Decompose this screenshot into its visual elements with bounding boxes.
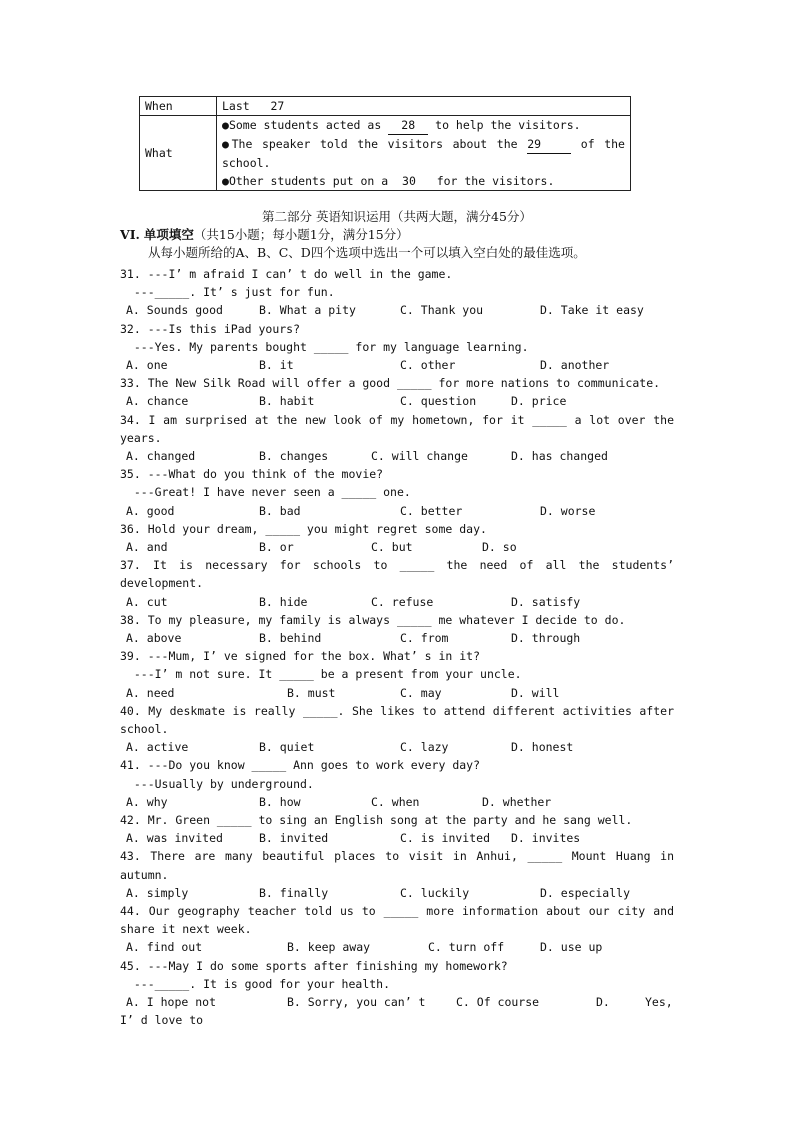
what-row-3: ●Other students put on a 30 for the visitors. [222,174,555,188]
question-39-line-1: 39. ---Mum, I’ ve signed for the box. What’ s in it? [120,649,481,664]
question-45-option-1[interactable]: A. I hope not [126,995,217,1009]
question-40-option-4[interactable]: D. honest [511,740,574,755]
when-label: When [140,97,217,116]
part-instruction: 从每小题所给的A、B、C、D四个选项中选出一个可以填入空白处的最佳选项。 [148,245,586,260]
question-42-option-1[interactable]: A. was invited [126,831,223,846]
blank-28: 28 [388,116,428,135]
question-32-option-2[interactable]: B. it [259,358,294,372]
question-44-option-3[interactable]: C. turn off [428,940,505,955]
question-33-option-1[interactable]: A. chance [126,394,189,409]
what-row-1: ●Some students acted as 28 to help the visitors. [222,116,625,135]
blank-29: 29 [527,135,571,154]
part-heading: VI. 单项填空（共15小题；每小题1分，满分15分） [120,227,409,242]
question-45-line-1: 45. ---May I do some sports after finishing my homework? [120,958,508,973]
question-35-option-2[interactable]: B. bad [259,503,301,518]
question-40-option-1[interactable]: A. active [126,740,189,755]
question-31-option-4[interactable]: D. Take it easy [540,303,644,318]
blank-27: 27 [270,99,285,113]
question-41-option-1[interactable]: A. why [126,794,168,809]
question-38-option-3[interactable]: C. from [400,631,449,645]
question-44-option-4[interactable]: D. use up [540,940,603,955]
question-36-option-4[interactable]: D. so [482,540,517,554]
when-value: Last 27 [217,97,631,116]
question-44-line-1: 44. Our geography teacher told us to _____ more information about our city and [120,904,674,918]
question-32-option-4[interactable]: D. another [540,358,610,372]
question-32-option-3[interactable]: C. other [400,358,456,372]
question-31-line-1: 31. ---I’ m afraid I can’ t do well in the game. [120,267,453,281]
question-37-option-3[interactable]: C. refuse [371,594,434,609]
question-45-option-5[interactable]: Yes, [645,995,673,1009]
section-title: 第二部分 英语知识运用（共两大题，满分45分） [262,209,532,224]
question-35-option-3[interactable]: C. better [400,503,463,518]
question-33-option-4[interactable]: D. price [511,394,567,409]
question-41-line-1: 41. ---Do you know _____ Ann goes to work every day? [120,758,481,773]
question-35-line-2: ---Great! I have never seen a _____ one. [120,485,411,500]
question-42-line-1: 42. Mr. Green _____ to sing an English song at the party and he sang well. [120,813,633,827]
question-38-line-1: 38. To my pleasure, my family is always _____ me whatever I decide to do. [120,612,626,627]
question-36-option-1[interactable]: A. and [126,540,168,554]
question-43-line-2: autumn. [120,867,169,882]
question-43-option-1[interactable]: A. simply [126,885,189,900]
question-33-line-1: 33. The New Silk Road will offer a good _____ for more nations to communicate. [120,376,661,391]
question-38-option-4[interactable]: D. through [511,631,581,645]
question-35-option-1[interactable]: A. good [126,503,175,518]
question-34-option-2[interactable]: B. changes [259,449,329,463]
question-32-line-1: 32. ---Is this iPad yours? [120,321,301,336]
question-39-option-4[interactable]: D. will [511,685,560,700]
question-31-option-2[interactable]: B. What a pity [259,303,356,318]
question-37-line-1: 37. It is necessary for schools to _____ the need of all the students’ [120,558,674,573]
what-row-2: ●The speaker told the visitors about the 29 of the [222,135,625,154]
question-40-option-2[interactable]: B. quiet [259,740,315,755]
question-39-option-1[interactable]: A. need [126,685,175,700]
question-36-line-1: 36. Hold your dream, _____ you might regret some day. [120,521,487,536]
what-label: What [140,116,217,191]
question-33-option-2[interactable]: B. habit [259,394,315,409]
question-39-line-2: ---I’ m not sure. It _____ be a present from your uncle. [120,667,522,682]
question-42-option-4[interactable]: D. invites [511,831,581,846]
question-39-option-2[interactable]: B. must [287,685,336,700]
question-38-option-2[interactable]: B. behind [259,631,322,645]
question-40-line-2: school. [120,722,169,736]
question-35-option-4[interactable]: D. worse [540,503,596,518]
question-43-line-1: 43. There are many beautiful places to visit in Anhui, _____ Mount Huang in [120,849,674,864]
question-37-line-2: development. [120,576,204,591]
question-34-line-1: 34. I am surprised at the new look of my hometown, for it _____ a lot over the [120,412,674,427]
question-45-option-4[interactable]: D. [596,995,610,1009]
question-43-option-2[interactable]: B. finally [259,885,329,900]
question-45-option-tail: I’ d love to [120,1013,204,1028]
question-34-option-1[interactable]: A. changed [126,449,196,463]
blank-30: 30 [402,174,416,188]
question-39-option-3[interactable]: C. may [400,685,442,700]
question-44-option-1[interactable]: A. find out [126,940,203,955]
question-42-option-2[interactable]: B. invited [259,831,329,846]
question-37-option-2[interactable]: B. hide [259,594,308,609]
question-35-line-1: 35. ---What do you think of the movie? [120,467,384,482]
question-37-option-4[interactable]: D. satisfy [511,594,581,609]
question-34-option-4[interactable]: D. has changed [511,449,608,463]
what-row-2-cont: school. [222,156,271,170]
question-40-option-3[interactable]: C. lazy [400,740,449,755]
question-41-option-2[interactable]: B. how [259,794,301,809]
question-45-line-2: ---_____. It is good for your health. [120,976,391,991]
question-41-option-3[interactable]: C. when [371,794,420,809]
question-45-option-3[interactable]: C. Of course [456,995,540,1009]
question-38-option-1[interactable]: A. above [126,631,182,645]
question-33-option-3[interactable]: C. question [400,394,477,409]
question-45-option-2[interactable]: B. Sorry, you can’ t [287,995,426,1009]
question-36-option-2[interactable]: B. or [259,540,294,554]
info-table [139,96,631,191]
question-34-option-3[interactable]: C. will change [371,449,468,463]
question-41-line-2: ---Usually by underground. [120,776,314,791]
question-32-option-1[interactable]: A. one [126,358,168,372]
question-34-line-2: years. [120,430,162,445]
question-44-line-2: share it next week. [120,922,252,937]
question-43-option-3[interactable]: C. luckily [400,885,470,900]
question-36-option-3[interactable]: C. but [371,540,413,554]
question-43-option-4[interactable]: D. especially [540,885,631,900]
question-42-option-3[interactable]: C. is invited [400,831,491,846]
question-37-option-1[interactable]: A. cut [126,594,168,609]
question-40-line-1: 40. My deskmate is really _____. She likes to attend different activities after [120,703,674,718]
question-31-option-1[interactable]: A. Sounds good [126,303,223,318]
question-44-option-2[interactable]: B. keep away [287,940,371,955]
what-value [217,116,631,191]
question-31-line-2: ---_____. It’ s just for fun. [120,285,335,300]
question-41-option-4[interactable]: D. whether [482,794,552,809]
question-31-option-3[interactable]: C. Thank you [400,303,484,318]
question-32-line-2: ---Yes. My parents bought _____ for my language learning. [120,339,529,354]
